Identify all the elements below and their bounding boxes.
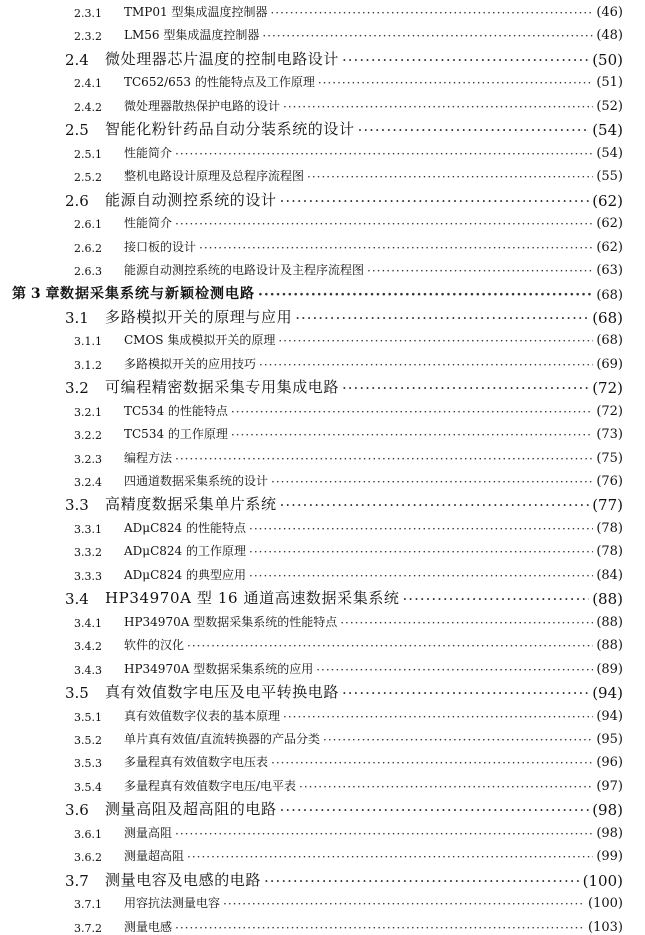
toc-entry[interactable] [0,328,645,348]
dot-leader [278,334,593,348]
toc-entry-title: TC534 的性能特点 [124,403,228,418]
toc-entry-title: 四通道数据采集系统的设计 [124,474,269,488]
dot-leader [295,309,589,327]
toc-entry-title: TC534 的工作原理 [124,427,228,442]
toc-entry[interactable] [0,281,645,303]
toc-entry[interactable] [0,47,645,69]
toc-entry-number: 3.4.1 [74,616,102,630]
toc-entry-page: (50) [592,50,623,69]
toc-entry-title: CMOS 集成模拟开关的原理 [124,333,276,348]
toc-entry-title: 能源自动测控系统的电路设计及主程序流程图 [124,262,365,277]
toc-entry-page: (52) [596,98,623,114]
toc-entry[interactable] [0,915,645,935]
toc-entry-page: (62) [592,191,623,210]
toc-entry-title: 多量程真有效值数字电压表 [124,755,269,770]
toc-entry[interactable] [0,539,645,559]
toc-entry-title: 多量程真有效值数字电压/电平表 [124,778,297,793]
toc-entry-number: 3.3.3 [74,569,102,583]
toc-entry-number: 3.6.2 [74,851,102,865]
toc-entry[interactable] [0,375,645,397]
toc-entry-number: 3.2.4 [74,476,102,489]
toc-entry-number: 2.5 [65,121,89,140]
toc-entry-number: 3.1.2 [74,358,102,372]
toc-entry[interactable] [0,704,645,724]
toc-entry-number: 3.4.2 [74,640,102,654]
toc-entry-title: 测量超高阻 [124,849,185,864]
toc-entry-title: 接口板的设计 [124,239,197,254]
toc-entry-title: 可编程精密数据采集专用集成电路 [105,378,340,397]
toc-entry-number: 3.6 [65,801,89,820]
dot-leader [318,76,593,90]
dot-leader [264,872,580,890]
toc-entry-title: 微处理器散热保护电路的设计 [124,98,281,113]
toc-entry-number: 3.1 [65,308,89,327]
toc-entry-page: (62) [596,216,623,232]
dot-leader [175,217,593,231]
dot-leader [175,147,593,161]
toc-entry-number: 3.5 [65,684,89,703]
dot-leader [175,921,585,935]
toc-entry-title: ADμC824 的工作原理 [124,544,246,559]
toc-entry-title: 单片真有效值/直流转换器的产品分类 [124,731,321,746]
toc-entry-page: (76) [596,474,623,489]
toc-entry-page: (100) [582,871,623,890]
toc-entry[interactable] [0,188,645,210]
dot-leader [403,590,590,608]
dot-leader [323,733,593,747]
toc-entry-number: 2.4.1 [74,77,102,91]
toc-entry-title: 真有效值数字仪表的基本原理 [124,708,281,723]
dot-leader [280,801,590,819]
toc-entry-page: (51) [596,75,623,91]
toc-entry-page: (48) [596,28,623,44]
toc-entry-page: (62) [596,239,623,255]
toc-entry-number: 3.6.1 [74,827,102,841]
toc-entry-title: 编程方法 [124,450,173,465]
toc-entry[interactable] [0,750,645,770]
dot-leader [280,192,590,210]
toc-entry-title: 测量电感 [124,919,173,934]
toc-entry[interactable] [0,633,645,653]
toc-entry-title: 多路模拟开关的原理与应用 [105,307,293,326]
toc-entry-page: (94) [592,684,623,703]
toc-entry-page: (100) [588,896,623,912]
toc-entry-number: 2.6 [65,191,89,210]
toc-entry-number: 3.7.1 [74,898,102,912]
toc-entry-title: 软件的汉化 [124,638,185,653]
dot-leader [316,663,593,677]
dot-leader [340,616,593,630]
toc-entry-title: HP34970A 型数据采集系统的应用 [124,661,314,676]
toc-entry[interactable] [0,868,645,890]
toc-entry[interactable] [0,235,645,255]
toc-entry-number: 3.3.2 [74,546,102,560]
toc-entry-page: (98) [592,801,623,820]
dot-leader [199,241,593,255]
toc-entry-number: 2.6.3 [74,264,102,278]
toc-entry[interactable] [0,0,645,20]
toc-entry-page: (89) [596,661,623,677]
toc-entry[interactable] [0,774,645,794]
toc-entry-page: (75) [596,450,623,466]
toc-entry[interactable] [0,492,645,514]
toc-entry-page: (54) [596,145,623,161]
toc-entry[interactable] [0,844,645,864]
toc-entry-number: 2.5.2 [74,171,102,185]
dot-leader [367,264,593,278]
toc-entry-title: LM56 型集成温度控制器 [124,28,260,43]
dot-leader [342,684,589,702]
toc-entry-page: (88) [596,614,623,630]
toc-entry-number: 3.4.3 [74,663,102,677]
toc-entry-title: 真有效值数字电压及电平转换电路 [105,683,340,702]
dot-leader [175,452,593,466]
toc-entry-page: (99) [596,849,623,865]
toc-entry[interactable] [0,211,645,231]
dot-leader [358,121,590,139]
toc-entry[interactable] [0,563,645,583]
toc-entry[interactable] [0,469,645,489]
toc-entry-page: (54) [592,121,623,140]
toc-entry-title: 数据采集系统与新颖检测电路 [60,286,255,303]
toc-entry-number: 3.5.4 [74,780,102,794]
toc-entry-title: 高精度数据采集单片系统 [105,495,277,514]
toc-entry-number: 3.2.2 [74,429,102,443]
toc-entry-page: (95) [596,731,623,747]
toc-entry-number: 2.6.2 [74,241,102,255]
toc-entry[interactable] [0,305,645,327]
dot-leader [342,51,589,69]
toc-entry-title: 测量电容及电感的电路 [105,870,262,889]
dot-leader [342,379,589,397]
toc-entry-number: 3.4 [65,590,89,609]
toc-entry[interactable] [0,422,645,442]
toc-entry-page: (97) [596,778,623,794]
toc-entry[interactable] [0,399,645,419]
toc-entry[interactable] [0,352,645,372]
toc-entry-number: 3.7.2 [74,921,102,935]
dot-leader [270,6,593,20]
toc-entry-title: 整机电路设计原理及总程序流程图 [124,169,305,184]
dot-leader [299,780,593,794]
toc-entry[interactable] [0,657,645,677]
toc-entry[interactable] [0,70,645,90]
toc-entry-title: 微处理器芯片温度的控制电路设计 [105,49,340,68]
toc-entry[interactable] [0,891,645,911]
dot-leader [249,569,593,583]
toc-entry-page: (69) [596,356,623,372]
toc-entry-number: 3.3 [65,496,89,515]
toc-entry[interactable] [0,516,645,536]
toc-entry[interactable] [0,258,645,278]
toc-entry-number: 3.5.1 [74,710,102,724]
toc-entry-page: (72) [596,403,623,419]
toc-entry-page: (88) [592,590,623,609]
toc-entry-title: HP34970A 型 16 通道高速数据采集系统 [105,589,400,608]
toc-entry-page: (68) [596,288,623,304]
toc-entry[interactable] [0,797,645,819]
toc-entry-title: 用容抗法测量电容 [124,896,221,911]
toc-entry-page: (46) [596,5,623,20]
toc-entry-page: (103) [588,919,623,935]
toc-entry-number: 3.2.1 [74,405,102,419]
dot-leader [307,170,593,184]
toc-entry-page: (68) [592,308,623,327]
toc-entry-number: 3.3.1 [74,522,102,536]
toc-entry-page: (84) [596,567,623,583]
dot-leader [280,496,590,514]
dot-leader [283,710,593,724]
toc-entry-page: (78) [596,520,623,536]
dot-leader [259,358,593,372]
toc-entry-number: 第 3 章 [12,286,60,303]
dot-leader [283,100,593,114]
toc-entry-number: 3.2.3 [74,452,102,466]
toc-entry-number: 2.6.1 [74,218,102,232]
toc-entry[interactable] [0,23,645,43]
dot-leader [271,756,593,770]
toc-entry-title: 性能简介 [124,216,173,231]
toc-entry[interactable] [0,141,645,161]
dot-leader [231,405,593,419]
toc-entry[interactable] [0,586,645,608]
dot-leader [223,897,585,911]
toc-entry-number: 3.1.1 [74,335,102,349]
toc-entry[interactable] [0,117,645,139]
dot-leader [271,475,593,489]
toc-entry[interactable] [0,446,645,466]
toc-entry-page: (88) [596,638,623,654]
toc-entry-title: 性能简介 [124,145,173,160]
toc-entry-number: 3.7 [65,871,89,890]
dot-leader [258,287,593,303]
toc-entry-number: 2.3.2 [74,30,102,44]
dot-leader [262,29,593,43]
toc-entry-page: (78) [596,544,623,560]
toc-entry-page: (72) [592,379,623,398]
toc-entry-page: (94) [596,708,623,724]
toc-entry-number: 2.3.1 [74,7,102,20]
toc-entry-title: TC652/653 的性能特点及工作原理 [124,75,315,90]
toc-entry-title: 测量高阻及超高阻的电路 [105,800,277,819]
toc-entry-title: 智能化粉针药品自动分装系统的设计 [105,120,355,139]
toc-entry[interactable] [0,164,645,184]
toc-entry-title: 多路模拟开关的应用技巧 [124,356,257,371]
toc-entry[interactable] [0,680,645,702]
toc-entry-number: 3.2 [65,379,89,398]
dot-leader [249,545,593,559]
toc-entry-page: (98) [596,825,623,841]
dot-leader [187,850,593,864]
toc-entry-title: HP34970A 型数据采集系统的性能特点 [124,614,338,629]
dot-leader [249,522,593,536]
toc-entry-number: 2.4 [65,50,89,69]
toc-entry-page: (73) [596,427,623,443]
toc-entry-number: 3.5.2 [74,733,102,747]
dot-leader [175,827,593,841]
toc-entry-page: (63) [596,262,623,278]
dot-leader [231,428,593,442]
toc-entry-title: 能源自动测控系统的设计 [105,190,277,209]
toc-entry[interactable] [0,727,645,747]
toc-entry[interactable] [0,821,645,841]
toc-entry[interactable] [0,610,645,630]
toc-entry-number: 3.5.3 [74,757,102,771]
toc-entry-number: 2.5.1 [74,147,102,161]
toc-entry-title: ADμC824 的性能特点 [124,520,246,535]
toc-entry-title: ADμC824 的典型应用 [124,567,246,582]
toc-entry-title: TMP01 型集成温度控制器 [124,5,268,19]
toc-entry[interactable] [0,94,645,114]
toc-entry-page: (55) [596,169,623,185]
toc-entry-page: (68) [596,333,623,349]
toc-entry-page: (77) [592,496,623,515]
toc-entry-page: (96) [596,755,623,771]
dot-leader [187,639,593,653]
toc-entry-title: 测量高阻 [124,825,173,840]
toc-entry-number: 2.4.2 [74,100,102,114]
